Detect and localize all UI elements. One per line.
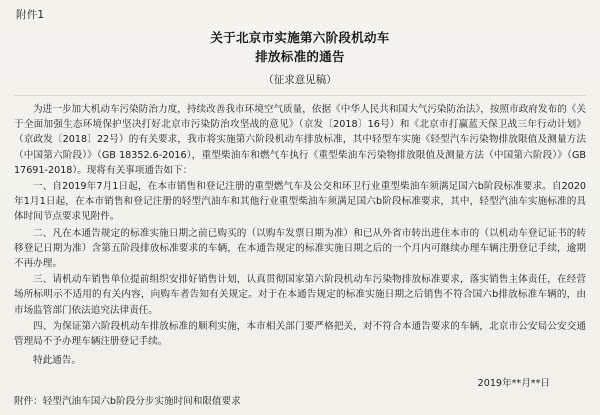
attachment-label: 附件1 [16,9,45,21]
signature-date: 2019年**月**日 [477,378,550,390]
document-body [14,102,586,368]
attachment-reference: 附件：轻型汽油车国六b阶段分步实施时间和限值要求 [14,396,241,408]
paragraph-item-2: 二、凡在本通告规定的标准实施日期之前已购买的（以购车发票日期为准）和已从外省市转出进住本市的（以机动车登记证书的转移登记日期为准）含第五阶段排放标准要求的车辆，在本通告规定的标准实施日期之后的一个月内可继续办理车辆注册登记手续，逾期不再办理。 [14,227,586,270]
paragraph-closing: 特此通告。 [33,355,81,367]
paragraph-item-1: 一、自2019年7月1日起，在本市销售和登记注册的重型燃气车及公交和环卫行业重型柴油车须满足国六b阶段标准要求。自2020年1月1日起，在本市销售和登记注册的轻型汽油车和其他行业重型柴油车须满足国六b阶段标准要求，其中，轻型汽油车实施标准的具体时间节点要求见附件。 [14,181,586,223]
document-title [14,28,586,66]
paragraph-item-4: 四、为保证第六阶段机动车排放标准的顺利实施，本市相关部门要严格把关，对不符合本通告要求的车辆，北京市公安局公安交通管理局不予办理车辆注册登记手续。 [14,320,586,348]
document-subtitle: （征求意见稿） [263,74,337,86]
paragraph-item-3: 三、请机动车销售单位提前组织安排好销售计划，认真贯彻国家第六阶段机动车污染物排放标准要求，落实销售主体责任，在经营场所标明示不适用的有关内容，向购车者告知有关规定。对于在本通告规定的标准实施日期之后销售不符合国六b排放标准车辆的，由市场监管部门依法追究法律责任。 [14,274,586,316]
header-divider [14,95,586,96]
title-line-1: 关于北京市实施第六阶段机动车 [210,30,390,45]
paragraph-intro: 为进一步加大机动车污染防治力度，持续改善我市环境空气质量，依据《中华人民共和国大气污染防治法》，按照市政府发布的《关于全面加强生态环境保护坚决打好北京市污染防治攻坚战的意见》（京发〔2018〕16号）和《北京市打赢蓝天保卫战三年行动计划》（京政发〔2018〕22号）的有关要求，我市将实施第六阶段机动车排放标准，其中轻型车实施《轻型汽车污染物排放限值及测量方法（中国第六阶段）》（GB 18352.6-2016），重型柴油车和燃气车执行《重型柴油车污染物排放限值及测量方法（中国第六阶段）》（GB 17691-2018）。现将有关事项通告如下： [14,104,586,176]
title-line-2: 排放标准的通告 [255,49,345,64]
